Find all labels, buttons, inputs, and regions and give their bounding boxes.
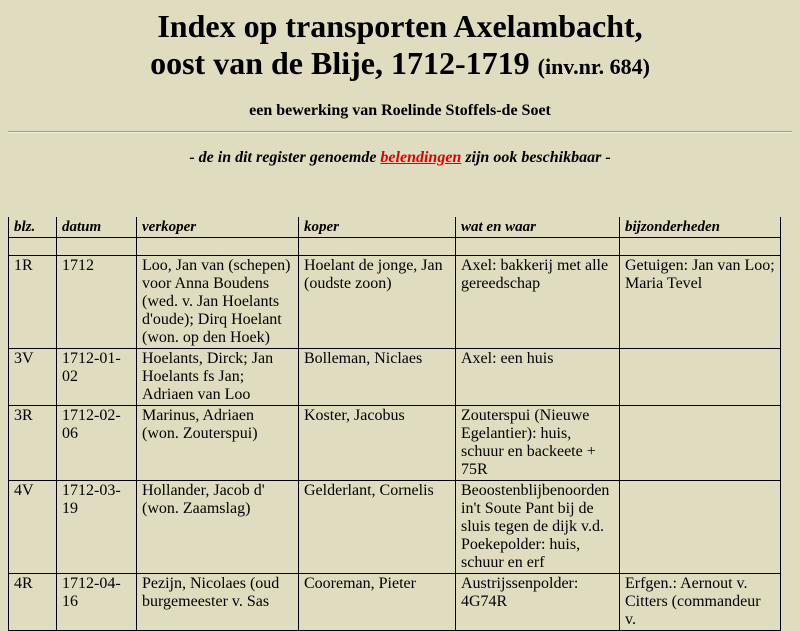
- cell-wat-en-waar: Axel: een huis: [456, 349, 620, 406]
- cell-koper: Hoelant de jonge, Jan (oudste zoon): [299, 256, 456, 349]
- column-header-koper: koper: [299, 217, 456, 238]
- cell-blz: 4R: [9, 574, 57, 631]
- cell-koper: Bolleman, Niclaes: [299, 349, 456, 406]
- cell-datum: 1712-03-19: [57, 481, 137, 574]
- empty-cell: [456, 238, 620, 256]
- empty-cell: [57, 238, 137, 256]
- cell-bijzonderheden: Getuigen: Jan van Loo; Maria Tevel: [620, 256, 781, 349]
- cell-verkoper: Hollander, Jacob d' (won. Zaamslag): [137, 481, 299, 574]
- empty-cell: [137, 238, 299, 256]
- inventory-number: (inv.nr. 684): [537, 54, 650, 79]
- title-line-2: oost van de Blije, 1712-1719: [150, 45, 530, 81]
- column-header-blz: blz.: [9, 217, 57, 238]
- cell-blz: 3V: [9, 349, 57, 406]
- page-title: [0, 0, 800, 85]
- cell-datum: 1712: [57, 256, 137, 349]
- table-row: [9, 574, 781, 631]
- cell-datum: 1712-02-06: [57, 406, 137, 481]
- cell-datum: 1712-04-16: [57, 574, 137, 631]
- table-row: [9, 256, 781, 349]
- table-row: [9, 406, 781, 481]
- cell-verkoper: Hoelants, Dirck; Jan Hoelants fs Jan; Adriaen van Loo: [137, 349, 299, 406]
- empty-spacer-row: [9, 238, 781, 256]
- cell-datum: 1712-01-02: [57, 349, 137, 406]
- cell-bijzonderheden: [620, 481, 781, 574]
- belendingen-note: [0, 149, 800, 167]
- table-header-row: [9, 217, 781, 238]
- note-suffix: zijn ook beschikbaar -: [465, 149, 611, 166]
- note-prefix: - de in dit register genoemde: [189, 149, 377, 166]
- cell-wat-en-waar: Zouterspui (Nieuwe Egelantier): huis, schuur en backeete + 75R: [456, 406, 620, 481]
- column-header-datum: datum: [57, 217, 137, 238]
- title-line-1: Index op transporten Axelambacht,: [157, 8, 643, 44]
- empty-cell: [9, 238, 57, 256]
- cell-blz: 1R: [9, 256, 57, 349]
- cell-koper: Koster, Jacobus: [299, 406, 456, 481]
- cell-bijzonderheden: Erfgen.: Aernout v. Citters (commandeur v.: [620, 574, 781, 631]
- column-header-wat-en-waar: wat en waar: [456, 217, 620, 238]
- cell-koper: Gelderlant, Cornelis: [299, 481, 456, 574]
- cell-verkoper: Marinus, Adriaen (won. Zouterspui): [137, 406, 299, 481]
- table-row: [9, 349, 781, 406]
- cell-verkoper: Pezijn, Nicolaes (oud burgemeester v. Sas: [137, 574, 299, 631]
- transport-index-table: [8, 217, 781, 631]
- belendingen-link[interactable]: belendingen: [380, 149, 462, 166]
- empty-cell: [299, 238, 456, 256]
- page-subtitle: een bewerking van Roelinde Stoffels-de Soet: [249, 102, 551, 119]
- cell-koper: Cooreman, Pieter: [299, 574, 456, 631]
- cell-bijzonderheden: [620, 349, 781, 406]
- column-header-verkoper: verkoper: [137, 217, 299, 238]
- cell-verkoper: Loo, Jan van (schepen) voor Anna Boudens (wed. v. Jan Hoelants d'oude); Dirq Hoelant (won. op den Hoek): [137, 256, 299, 349]
- column-header-bijzonderheden: bijzonderheden: [620, 217, 781, 238]
- cell-wat-en-waar: Axel: bakkerij met alle gereedschap: [456, 256, 620, 349]
- cell-blz: 4V: [9, 481, 57, 574]
- horizontal-rule: [8, 131, 792, 133]
- empty-cell: [620, 238, 781, 256]
- cell-wat-en-waar: Austrijssenpolder: 4G74R: [456, 574, 620, 631]
- table-row: [9, 481, 781, 574]
- cell-blz: 3R: [9, 406, 57, 481]
- cell-bijzonderheden: [620, 406, 781, 481]
- cell-wat-en-waar: Beoostenblijbenoorden in't Soute Pant bij de sluis tegen de dijk v.d. Poekepolder: huis, schuur en erf: [456, 481, 620, 574]
